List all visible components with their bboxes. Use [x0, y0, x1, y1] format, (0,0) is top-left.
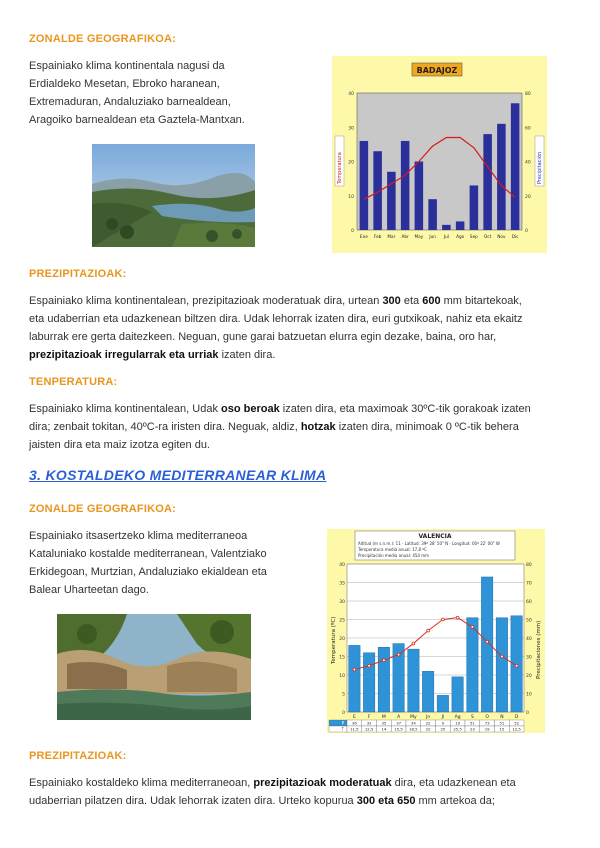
chart-title: VALENCIA — [418, 533, 452, 540]
table-row-label-cell — [329, 720, 347, 726]
precip-bar — [511, 616, 523, 712]
precip-bar — [481, 577, 493, 712]
temp-paragraph-1 — [29, 400, 574, 454]
y-tick-left: 35 — [339, 581, 345, 587]
precip-bar — [467, 618, 479, 712]
x-tick-label: Jn — [426, 715, 431, 720]
temperature-point — [500, 655, 503, 658]
table-cell-value: 51 — [469, 720, 475, 726]
climograph-badajoz — [332, 56, 547, 253]
table-cell-value: 9 — [441, 720, 445, 726]
text-run: izaten dira, eta maximoak 30ºC-tik gorakoak izaten — [279, 403, 531, 415]
table-cell-value: 12,5 — [512, 726, 521, 732]
y-tick-left: 20 — [339, 637, 345, 642]
x-tick-label: Ag — [454, 715, 461, 720]
y-tick-left: 30 — [339, 600, 345, 605]
text-run: udaberrian pilatzen dira. Udak lehorrak izaten dira. Urteko kopurua — [29, 795, 357, 807]
chart-title: BADAJOZ — [416, 66, 458, 75]
precip-bar — [452, 677, 464, 712]
text-run: eta — [400, 295, 423, 307]
temperature-point — [382, 659, 385, 662]
geo-line: Extremaduran, Andaluziako barnealdean, — [29, 96, 231, 108]
x-tick-label: Feb — [373, 234, 382, 239]
table-cell-value: 18,5 — [409, 726, 418, 732]
geo-line: Balear Uharteetan dago. — [29, 584, 149, 596]
precip-bar — [511, 103, 520, 230]
precip-bar — [408, 649, 420, 712]
table-cell-value: 22 — [425, 726, 431, 732]
y-label-left: Temperatura — [337, 152, 343, 184]
text-run: izaten dira. — [218, 349, 276, 361]
geo-heading-2: ZONALDE GEOGRAFIKOA: — [29, 503, 176, 515]
text-run: dira; zenbait tokitan, 40ºC-ra iristen dira. Neguak, aldiz, — [29, 421, 301, 433]
table-row-label: T — [341, 726, 344, 732]
y-tick-right: 80 — [525, 92, 531, 97]
y-tick-left: 40 — [339, 563, 345, 568]
precip-bar — [456, 221, 465, 230]
text-run: mm artekoa da; — [415, 795, 495, 807]
geo-line: Erdialdeko Mesetan, Ebroko haranean, — [29, 78, 220, 90]
temperature-point — [441, 618, 444, 621]
y-tick-right: 70 — [526, 581, 532, 587]
climograph-badajoz-svg — [332, 56, 547, 253]
bold-run: prezipitazioak moderatuak — [253, 777, 392, 789]
y-tick-left: 0 — [351, 229, 354, 234]
precip-bar — [497, 124, 506, 230]
precip-bar — [442, 225, 451, 230]
x-tick-label: Sep — [469, 234, 478, 239]
temp-heading-1: TENPERATURA: — [29, 376, 118, 388]
temperature-point — [353, 668, 356, 671]
landscape-photo-reservoir — [92, 144, 255, 247]
info-line: Altitud (m s.n.m.): 11 · Latitud: 39º 28' 50" N · Longitud: 00º 22' 00" W — [358, 541, 500, 546]
table-cell-value: 35 — [381, 720, 387, 726]
table-cell-value: 23 — [469, 726, 475, 732]
text-run: Espainiako kostaldeko klima mediterraneoan, — [29, 777, 254, 789]
climograph-valencia — [327, 529, 545, 733]
y-label-right: Precipitación — [537, 151, 543, 184]
table-cell-value: 32 — [366, 720, 372, 726]
y-tick-left: 40 — [348, 92, 354, 97]
y-tick-left: 5 — [342, 692, 345, 698]
text-line: laburrak ere gerta daitezkeen. Neguan, gune garai batzuetan elurra egin dezake, baina, oro har, — [29, 331, 497, 343]
x-tick-label: Mar — [387, 234, 396, 239]
precip-bar — [437, 695, 449, 712]
x-tick-label: Ago — [456, 234, 465, 239]
precip-bar — [483, 134, 492, 230]
table-cell-value: 36 — [351, 720, 357, 726]
temperature-point — [397, 653, 400, 656]
y-tick-right: 40 — [525, 160, 531, 166]
geo-line: Aragoiko barnealdean eta Gaztela-Mantxan. — [29, 114, 245, 126]
geo-line: Espainiako itsasertzeko klima mediterraneoa — [29, 530, 248, 542]
prec-paragraph-2 — [29, 774, 574, 810]
y-tick-right: 30 — [526, 655, 532, 661]
y-tick-right: 80 — [526, 563, 532, 568]
x-tick-label: Ene — [359, 234, 368, 239]
precip-bar — [387, 172, 396, 230]
x-tick-label: Jl — [441, 715, 445, 720]
y-tick-right: 50 — [526, 618, 532, 624]
x-tick-label: Jul — [443, 234, 449, 239]
text-run: Espainiako klima kontinentalean, Udak — [29, 403, 222, 415]
table-row-label: P — [341, 720, 344, 726]
bold-run: oso beroak — [221, 403, 280, 415]
table-cell-value: 73 — [484, 720, 490, 726]
precip-bar — [496, 618, 508, 712]
temperature-point — [486, 640, 489, 643]
temperature-point — [456, 616, 459, 619]
temperature-point — [515, 664, 518, 667]
x-tick-label: A — [397, 715, 401, 720]
x-tick-label: My — [410, 715, 417, 720]
prec-heading-2: PREZIPITAZIOAK: — [29, 750, 127, 762]
prec-paragraph-1 — [29, 292, 574, 364]
table-cell-value: 12,5 — [364, 726, 374, 732]
precip-bar — [401, 141, 410, 230]
precip-bar — [363, 653, 375, 712]
x-tick-label: E — [352, 715, 356, 720]
precip-bar — [360, 141, 369, 230]
text-run: dira, eta udazkenean eta — [391, 777, 516, 789]
y-tick-right: 10 — [526, 692, 532, 698]
y-tick-right: 20 — [526, 674, 532, 679]
y-tick-left: 15 — [339, 655, 345, 661]
temperature-point — [412, 642, 415, 645]
info-line: Temperatura media anual: 17,8 ºC — [358, 547, 427, 552]
y-tick-right: 60 — [525, 126, 531, 132]
precip-bar — [470, 185, 479, 230]
precip-bar — [422, 671, 434, 712]
x-tick-label: F — [367, 715, 371, 720]
geo-line: Erkidegoan, Murtzian, Andaluziako ekialdean eta — [29, 566, 267, 578]
table-cell-value: 37 — [396, 720, 402, 726]
bold-run: prezipitazioak irregularrak eta urriak — [29, 349, 219, 361]
x-tick-label: Jun — [429, 234, 436, 239]
x-tick-label: Nov — [497, 234, 506, 239]
precip-bar — [378, 647, 390, 712]
y-label-left: Temperatura (ºC) — [331, 616, 337, 664]
table-cell-value: 25 — [440, 726, 446, 732]
y-tick-left: 20 — [348, 160, 354, 166]
precip-bar — [415, 162, 424, 231]
x-tick-label: S — [470, 715, 474, 720]
geo-line: Kataluniako kostalde mediterranean, Valentziako — [29, 548, 267, 560]
temperature-point — [427, 629, 430, 632]
text-run: Espainiako klima kontinentalean, prezipitazioak moderatuak dira, urtean — [29, 295, 383, 307]
y-tick-left: 0 — [342, 711, 345, 716]
bold-run: hotzak — [300, 421, 336, 433]
y-label-right: Precipitaciones (mm) — [536, 620, 542, 679]
bold-run: 300 — [382, 295, 401, 307]
temperature-point — [471, 626, 474, 629]
table-cell-value: 25,5 — [453, 726, 462, 732]
bold-run: 300 eta 650 — [356, 795, 416, 807]
text-run: izaten dira, minimoak 0 ºC-tik behera — [335, 421, 519, 433]
x-tick-label: Oct — [484, 234, 492, 239]
table-cell-value: 34 — [410, 720, 416, 726]
y-tick-left: 25 — [339, 618, 345, 624]
precip-bar — [349, 645, 361, 712]
y-tick-right: 20 — [525, 194, 531, 200]
landscape-photo-canyon — [57, 614, 251, 720]
y-tick-right: 40 — [526, 637, 532, 642]
table-row-label-cell — [329, 726, 347, 732]
table-cell-value: 19 — [484, 726, 490, 732]
geo-paragraph-1 — [29, 57, 329, 129]
x-tick-label: May — [414, 234, 424, 239]
bold-run: 600 — [422, 295, 441, 307]
y-tick-right: 0 — [526, 711, 529, 716]
y-tick-left: 10 — [348, 194, 354, 200]
table-cell-value: 15 — [499, 726, 505, 732]
table-cell-value: 15,5 — [394, 726, 403, 732]
info-line: Precipitación media anual: 454 mm — [358, 553, 430, 558]
text-line: eta udaberrian eta udazkenean biltzen dira. Udak lehorrak izaten dira, euri gutxikoak, nahiz eta ekaitz — [29, 313, 523, 325]
section-title-mediterranean: 3. KOSTALDEKO MEDITERRANEAR KLIMA — [29, 467, 327, 483]
table-cell-value: 11,5 — [350, 726, 359, 732]
geo-paragraph-2 — [29, 527, 319, 599]
table-cell-value: 14 — [381, 726, 387, 732]
y-tick-left: 10 — [339, 674, 345, 679]
x-tick-label: Abr — [401, 234, 409, 239]
prec-heading-1: PREZIPITAZIOAK: — [29, 268, 127, 280]
text-run: mm bitartekoak, — [440, 295, 522, 307]
x-tick-label: Dic — [511, 234, 519, 239]
precip-bar — [428, 199, 437, 230]
y-tick-right: 0 — [525, 229, 528, 234]
temperature-point — [368, 664, 371, 667]
x-tick-label: N — [500, 715, 504, 720]
x-tick-label: D — [514, 715, 519, 720]
y-tick-left: 30 — [348, 126, 354, 132]
geo-heading-1: ZONALDE GEOGRAFIKOA: — [29, 33, 176, 45]
y-tick-right: 60 — [526, 600, 532, 605]
table-cell-value: 22 — [425, 720, 431, 726]
x-tick-label: O — [485, 715, 489, 720]
x-tick-label: M — [381, 715, 386, 720]
geo-line: Espainiako klima kontinentala nagusi da — [29, 60, 225, 72]
text-line: jaisten dira eta maiz izotza egiten du. — [29, 439, 210, 451]
table-cell-value: 52 — [514, 720, 520, 726]
climograph-valencia-svg — [327, 529, 545, 733]
table-cell-value: 19 — [455, 720, 461, 726]
table-cell-value: 51 — [499, 720, 505, 726]
